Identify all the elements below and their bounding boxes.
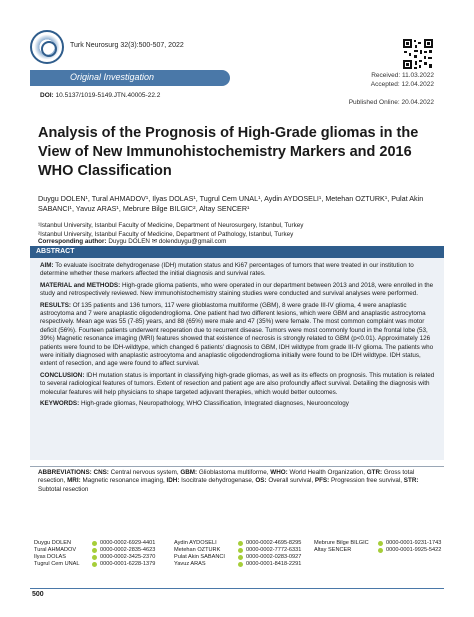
orcid-row [174, 554, 301, 561]
orcid-id[interactable]: 0000-0002-4695-8295 [246, 540, 302, 546]
abbrev-key: CNS: [93, 469, 109, 476]
orcid-row [34, 561, 155, 568]
orcid-id[interactable]: 0000-0001-8418-2291 [246, 561, 302, 567]
orcid-author: Pulat Akin SABANCI [174, 554, 225, 560]
abbrev-value: Magnetic resonance imaging, [82, 477, 167, 485]
doi-value[interactable]: 10.5137/1019-5149.JTN.40005-22.2 [55, 92, 161, 99]
corresponding-author [38, 238, 438, 245]
orcid-row [34, 554, 155, 561]
methods-label: MATERIAL and METHODS: [40, 281, 121, 289]
orcid-author: Aydin AYDOSELI [174, 540, 217, 546]
orcid-id[interactable]: 0000-0001-9925-5422 [386, 547, 442, 553]
orcid-row [174, 547, 301, 554]
orcid-icon [238, 548, 243, 553]
publication-dates [349, 71, 434, 107]
page-number: 500 [32, 591, 44, 598]
abbreviations [38, 469, 436, 494]
orcid-id[interactable]: 0000-0002-6929-4401 [100, 540, 156, 546]
orcid-id[interactable]: 0000-0002-3425-2370 [100, 554, 156, 560]
orcid-icon [238, 541, 243, 546]
orcid-row [174, 561, 301, 568]
orcid-author: Mebrure Bilge BILGIC [314, 540, 369, 546]
doi [40, 92, 160, 99]
aim-label: AIM: [40, 262, 54, 269]
orcid-row [34, 547, 155, 554]
footer-divider [30, 588, 444, 589]
keywords-text: High-grade gliomas, Neuropathology, WHO Classification, Integrated diagnoses, Neurooncology [80, 400, 349, 408]
doi-label: DOI: [40, 92, 54, 99]
orcid-row [174, 540, 301, 547]
affiliation-1: ¹Istanbul University, Istanbul Faculty of Medicine, Department of Neurosurgery, Istanbul, Turkey [38, 222, 304, 229]
orcid-row [34, 540, 155, 547]
abbrev-key: OS: [255, 477, 267, 485]
abbrev-key: MRI: [67, 477, 81, 485]
accepted-date: Accepted: 12.04.2022 [370, 81, 434, 88]
orcid-icon [92, 555, 97, 560]
orcid-author: Altay SENCER [314, 547, 352, 553]
affiliation-2: ²Istanbul University, Istanbul Faculty of Medicine, Department of Pathology, Istanbul, Turkey [38, 231, 294, 238]
results-label: RESULTS: [40, 301, 72, 309]
orcid-icon [92, 548, 97, 553]
abstract-keywords [40, 400, 438, 408]
qr-code-icon [402, 38, 434, 70]
methods-text: High-grade glioma patients, who were operated in our department between 2013 and 2018, were enrolled in the study and retrospectively reviewed. New immunohistochemistry staining studies were conducted and survival analyses were performed. [40, 281, 434, 298]
orcid-icon [238, 562, 243, 567]
orcid-column-3 [314, 540, 441, 554]
abbrev-value: Subtotal resection [38, 485, 89, 493]
orcid-column-1 [34, 540, 155, 568]
orcid-id[interactable]: 0000-0002-0283-0927 [246, 554, 302, 560]
article-type-label: Original Investigation [70, 72, 155, 82]
abstract-methods [40, 282, 438, 299]
received-date: Received: 11.03.2022 [371, 72, 434, 79]
orcid-author: Duygu DOLEN [34, 540, 71, 546]
abbrev-value: Central nervous system, [110, 469, 181, 476]
abbrev-value: Gross total resection, [38, 469, 415, 485]
orcid-icon [378, 541, 383, 546]
abstract-conclusion [40, 372, 438, 397]
article-title: Analysis of the Prognosis of High-Grade gliomas in the View of New Immunohistochemistry Markers and 2016 WHO Classification [38, 125, 419, 179]
corr-label: Corresponding author: [38, 238, 107, 245]
orcid-author: Tugrul Cem UNAL [34, 561, 80, 567]
journal-logo [30, 30, 64, 64]
orcid-icon [92, 541, 97, 546]
abbrev-key: GBM: [180, 469, 198, 476]
orcid-id[interactable]: 0000-0002-7772-6331 [246, 547, 302, 553]
abbrev-value: Overall survival, [268, 477, 315, 485]
abbrev-value: World Health Organization, [289, 469, 367, 476]
conclusion-label: CONCLUSION: [40, 371, 85, 379]
orcid-row [314, 540, 441, 547]
abbrev-value: Progression free survival, [330, 477, 404, 485]
abbrev-key: WHO: [270, 469, 288, 476]
abstract-body [40, 262, 438, 412]
abstract-results [40, 302, 438, 369]
abbrev-key: IDH: [166, 477, 180, 485]
orcid-icon [92, 562, 97, 567]
affiliations [38, 221, 438, 239]
abbrev-key: STR: [403, 477, 419, 485]
published-date: Published Online: 20.04.2022 [348, 99, 434, 106]
orcid-author: Ilyas DOLAS [34, 554, 67, 560]
abstract-heading-bar [30, 246, 444, 258]
abbrev-key: GTR: [366, 469, 383, 476]
orcid-author: Yavuz ARAS [174, 561, 206, 567]
abbreviations-box [30, 466, 444, 506]
orcid-icon [378, 548, 383, 553]
abstract-heading: ABSTRACT [36, 248, 75, 255]
author-list: Duygu DOLEN¹, Tural AHMADOV¹, Ilyas DOLAS¹, Tugrul Cem UNAL¹, Aydin AYDOSELI¹, Metehan OZTURK¹, Pulat Akin SABANCI¹, Yavuz ARAS¹, Mebrure Bilge BILGIC², Altay SENCER¹ [38, 194, 424, 213]
corr-value[interactable]: Duygu DOLEN ✉ dolenduygu@gmail.com [108, 238, 227, 245]
orcid-author: Metehan OZTURK [174, 547, 221, 553]
orcid-id[interactable]: 0000-0002-2835-4623 [100, 547, 156, 553]
keywords-label: KEYWORDS: [40, 400, 80, 408]
results-text: Of 135 patients and 136 tumors, 117 were glioblastoma multiforme (GBM), 8 were grade III-IV glioma, 4 were anaplastic astrocytoma and 7 were anaplastic oligodendroglioma. One patient had two different lesions, which were GBM and anaplastic astrocytoma respectively. Mean age was 55 (7-85) years, and 88 (65%) were male and 47 (35%) were female. The most common complaint was motor deficit (56%). Fourteen patients underwent reoperation due to recurrent disease. Tumors were most commonly found in the frontal lobe (53, 39%) Magnetic resonance imaging (MRI) features showed that existence of necrosis is strongly related to GBM (p<0.01). Approximately 126 patients were found to be IDH-wildtype, which changed 6 patients' diagnosis to GBM, IDH wildtype from grade III-IV glioma. The patients who were initially diagnosed with anaplastic astrocytoma and anaplastic oligodendroglioma initially were found to be IDH wildtype. IDH status, extent of resection, and age were found to affect survival. [40, 301, 434, 368]
orcid-row [314, 547, 441, 554]
orcid-id[interactable]: 0000-0001-6228-1379 [100, 561, 156, 567]
orcid-column-2 [174, 540, 301, 568]
orcid-icon [238, 555, 243, 560]
aim-text: To evaluate isocitrate dehydrogenase (IDH) mutation status and Ki67 percentages of tumors that were treated in our institution to determine whether these markers affected the initial diagnosis and survival rates. [40, 262, 414, 278]
orcid-id[interactable]: 0000-0001-9231-1743 [386, 540, 442, 546]
abbrev-value: Isocitrate dehydrogenase, [181, 477, 256, 485]
abbrev-key: PFS: [314, 477, 330, 485]
journal-reference: Turk Neurosurg 32(3):500-507, 2022 [70, 42, 184, 49]
abstract-aim [40, 262, 438, 279]
conclusion-text: IDH mutation status is important in classifying high-grade gliomas, as well as its effects on prognosis. This mutation is related to several radiological features of tumors. Extent of resection and patient age are also profoundly affect survival. Detailing the diagnosis with molecular features will help physicians to shape targeted adjuvant therapies, which would better outcomes. [40, 371, 435, 396]
abbrev-value: Glioblastoma multiforme, [198, 469, 271, 476]
orcid-author: Tural AHMADOV [34, 547, 77, 553]
abbreviations-label: ABBREVIATIONS: [38, 469, 92, 476]
